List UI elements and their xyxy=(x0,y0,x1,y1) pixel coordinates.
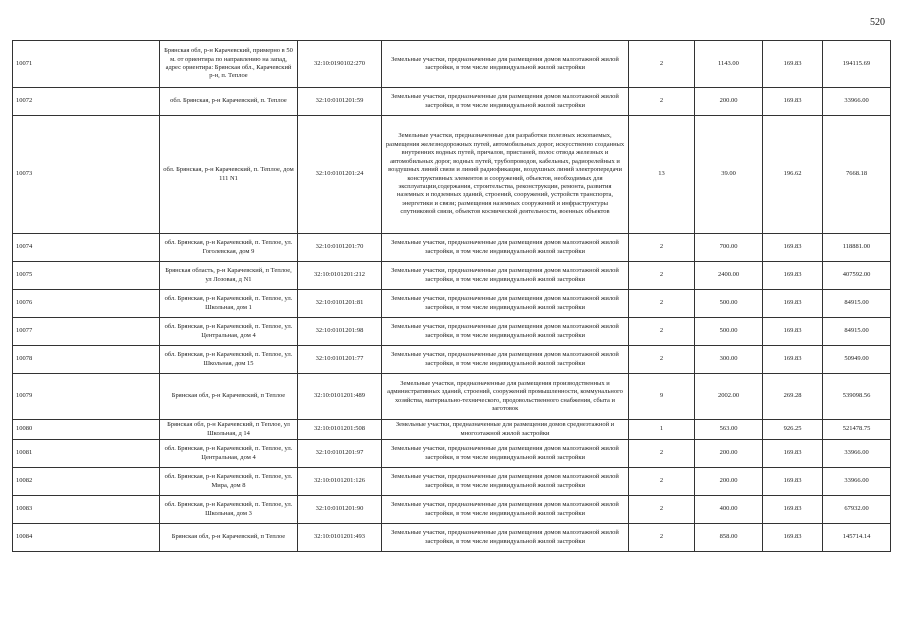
record-id-cell: 10081 xyxy=(13,440,160,468)
cadastral-number-cell: 32:10:0101201:98 xyxy=(298,318,382,346)
table-row xyxy=(13,524,891,552)
specific-value-cell: 169.83 xyxy=(763,440,823,468)
table-row xyxy=(13,88,891,116)
record-id-cell: 10071 xyxy=(13,41,160,88)
record-id-cell: 10077 xyxy=(13,318,160,346)
address-cell: обл. Брянская, р-н Карачевский, п. Теплое, ул. Школьная, дом 15 xyxy=(160,346,298,374)
use-group-cell: 2 xyxy=(629,262,695,290)
area-cell: 1143.00 xyxy=(695,41,763,88)
table-row xyxy=(13,318,891,346)
specific-value-cell: 169.83 xyxy=(763,346,823,374)
land-use-purpose-cell: Земельные участки, предназначенные для размещения домов среднеэтажной и многоэтажной жилой застройки xyxy=(382,420,629,440)
cadastral-number-cell: 32:10:0101201:90 xyxy=(298,496,382,524)
area-cell: 39.00 xyxy=(695,116,763,234)
record-id-cell: 10082 xyxy=(13,468,160,496)
area-cell: 563.00 xyxy=(695,420,763,440)
address-cell: Брянская обл, р-н Карачевский, примерно в 50 м. от ориентира по направлению на запад, адрес ориентира: Брянская обл., Карачевский р-н, п. Теплое xyxy=(160,41,298,88)
use-group-cell: 2 xyxy=(629,440,695,468)
address-cell: обл. Брянская, р-н Карачевский, п. Теплое xyxy=(160,88,298,116)
table-row xyxy=(13,440,891,468)
cadastral-value-cell: 194115.69 xyxy=(823,41,891,88)
record-id-cell: 10080 xyxy=(13,420,160,440)
address-cell: Брянская обл, р-н Карачевский, п Теплое, ул Школьная, д 14 xyxy=(160,420,298,440)
specific-value-cell: 169.83 xyxy=(763,318,823,346)
area-cell: 700.00 xyxy=(695,234,763,262)
cadastral-number-cell: 32:10:0101201:489 xyxy=(298,374,382,420)
cadastral-number-cell: 32:10:0101201:508 xyxy=(298,420,382,440)
use-group-cell: 2 xyxy=(629,468,695,496)
use-group-cell: 2 xyxy=(629,88,695,116)
cadastral-value-cell: 7668.18 xyxy=(823,116,891,234)
specific-value-cell: 269.28 xyxy=(763,374,823,420)
cadastral-value-cell: 407592.00 xyxy=(823,262,891,290)
land-use-purpose-cell: Земельные участки, предназначенные для размещения домов малоэтажной жилой застройки, в том числе индивидуальной жилой застройки xyxy=(382,440,629,468)
table-row xyxy=(13,468,891,496)
cadastral-value-cell: 33966.00 xyxy=(823,440,891,468)
area-cell: 858.00 xyxy=(695,524,763,552)
cadastral-value-cell: 145714.14 xyxy=(823,524,891,552)
cadastral-number-cell: 32:10:0101201:77 xyxy=(298,346,382,374)
use-group-cell: 1 xyxy=(629,420,695,440)
area-cell: 2400.00 xyxy=(695,262,763,290)
address-cell: обл. Брянская, р-н Карачевский, п. Теплое, ул. Гоголевская, дом 9 xyxy=(160,234,298,262)
address-cell: Брянская обл, р-н Карачевский, п Теплое xyxy=(160,374,298,420)
land-registry-table xyxy=(12,40,891,552)
use-group-cell: 2 xyxy=(629,290,695,318)
specific-value-cell: 169.83 xyxy=(763,496,823,524)
record-id-cell: 10078 xyxy=(13,346,160,374)
page-number: 520 xyxy=(870,17,885,28)
land-use-purpose-cell: Земельные участки, предназначенные для размещения производственных и административных зданий, строений, сооружений промышленности, коммунального хозяйства, материально-технического, продовольственного снабжения, сбыта и заготовок xyxy=(382,374,629,420)
specific-value-cell: 196.62 xyxy=(763,116,823,234)
table-row xyxy=(13,234,891,262)
cadastral-number-cell: 32:10:0101201:24 xyxy=(298,116,382,234)
record-id-cell: 10073 xyxy=(13,116,160,234)
cadastral-number-cell: 32:10:0101201:212 xyxy=(298,262,382,290)
cadastral-value-cell: 33966.00 xyxy=(823,88,891,116)
record-id-cell: 10079 xyxy=(13,374,160,420)
land-use-purpose-cell: Земельные участки, предназначенные для размещения домов малоэтажной жилой застройки, в том числе индивидуальной жилой застройки xyxy=(382,234,629,262)
land-use-purpose-cell: Земельные участки, предназначенные для размещения домов малоэтажной жилой застройки, в том числе индивидуальной жилой застройки xyxy=(382,468,629,496)
table-row xyxy=(13,496,891,524)
table-row xyxy=(13,262,891,290)
address-cell: обл. Брянская, р-н Карачевский, п. Теплое, ул. Центральная, дом 4 xyxy=(160,440,298,468)
record-id-cell: 10075 xyxy=(13,262,160,290)
land-use-purpose-cell: Земельные участки, предназначенные для размещения домов малоэтажной жилой застройки, в том числе индивидуальной жилой застройки xyxy=(382,41,629,88)
specific-value-cell: 169.83 xyxy=(763,262,823,290)
area-cell: 300.00 xyxy=(695,346,763,374)
land-use-purpose-cell: Земельные участки, предназначенные для разработки полезных ископаемых, размещения железнодорожных путей, автомобильных дорог, искусственно созданных внутренних водных путей, причалов, пристаней, полос отвода железных и автомобильных дорог, водных путей, трубопроводов, кабельных, радиорелейных и воздушных линий связи и линий радиофикации, воздушных линий электропередачи конструктивных элементов и сооружений, объектов, необходимых для эксплуатации,содержания, строительства, реконструкции, ремонта, развития наземных и подземных зданий, строений, сооружений, устройств транспорта, энергетики и связи; размещения наземных сооружений и инфраструктуры спутниковой связи, объектов космической деятельности, военных объектов xyxy=(382,116,629,234)
land-use-purpose-cell: Земельные участки, предназначенные для размещения домов малоэтажной жилой застройки, в том числе индивидуальной жилой застройки xyxy=(382,262,629,290)
address-cell: Брянская область, р-н Карачевский, п Теплое, ул Лозовая, д N1 xyxy=(160,262,298,290)
specific-value-cell: 169.83 xyxy=(763,41,823,88)
table-body xyxy=(13,41,891,552)
land-use-purpose-cell: Земельные участки, предназначенные для размещения домов малоэтажной жилой застройки, в том числе индивидуальной жилой застройки xyxy=(382,88,629,116)
use-group-cell: 13 xyxy=(629,116,695,234)
cadastral-number-cell: 32:10:0101201:59 xyxy=(298,88,382,116)
address-cell: обл. Брянская, р-н Карачевский, п. Теплое, ул. Школьная, дом 1 xyxy=(160,290,298,318)
address-cell: обл. Брянская, р-н Карачевский, п. Теплое, ул. Мира, дом 8 xyxy=(160,468,298,496)
use-group-cell: 2 xyxy=(629,318,695,346)
cadastral-number-cell: 32:10:0101201:97 xyxy=(298,440,382,468)
land-use-purpose-cell: Земельные участки, предназначенные для размещения домов малоэтажной жилой застройки, в том числе индивидуальной жилой застройки xyxy=(382,346,629,374)
cadastral-number-cell: 32:10:0101201:70 xyxy=(298,234,382,262)
specific-value-cell: 169.83 xyxy=(763,468,823,496)
address-cell: Брянская обл, р-н Карачевский, п Теплое xyxy=(160,524,298,552)
specific-value-cell: 169.83 xyxy=(763,524,823,552)
table-row xyxy=(13,420,891,440)
record-id-cell: 10074 xyxy=(13,234,160,262)
record-id-cell: 10084 xyxy=(13,524,160,552)
table-row xyxy=(13,346,891,374)
cadastral-number-cell: 32:10:0101201:493 xyxy=(298,524,382,552)
cadastral-value-cell: 33966.00 xyxy=(823,468,891,496)
use-group-cell: 2 xyxy=(629,234,695,262)
use-group-cell: 9 xyxy=(629,374,695,420)
address-cell: обл. Брянская, р-н Карачевский, п. Теплое, ул. Школьная, дом 3 xyxy=(160,496,298,524)
area-cell: 200.00 xyxy=(695,88,763,116)
area-cell: 200.00 xyxy=(695,468,763,496)
use-group-cell: 2 xyxy=(629,41,695,88)
specific-value-cell: 169.83 xyxy=(763,234,823,262)
area-cell: 500.00 xyxy=(695,290,763,318)
use-group-cell: 2 xyxy=(629,524,695,552)
cadastral-value-cell: 539098.56 xyxy=(823,374,891,420)
cadastral-value-cell: 521478.75 xyxy=(823,420,891,440)
cadastral-value-cell: 50949.00 xyxy=(823,346,891,374)
area-cell: 2002.00 xyxy=(695,374,763,420)
area-cell: 500.00 xyxy=(695,318,763,346)
record-id-cell: 10076 xyxy=(13,290,160,318)
specific-value-cell: 169.83 xyxy=(763,88,823,116)
cadastral-value-cell: 118881.00 xyxy=(823,234,891,262)
cadastral-number-cell: 32:10:0101201:126 xyxy=(298,468,382,496)
land-use-purpose-cell: Земельные участки, предназначенные для размещения домов малоэтажной жилой застройки, в том числе индивидуальной жилой застройки xyxy=(382,524,629,552)
area-cell: 400.00 xyxy=(695,496,763,524)
cadastral-value-cell: 84915.00 xyxy=(823,290,891,318)
land-use-purpose-cell: Земельные участки, предназначенные для размещения домов малоэтажной жилой застройки, в том числе индивидуальной жилой застройки xyxy=(382,496,629,524)
address-cell: обл. Брянская, р-н Карачевский, п. Теплое, ул. Центральная, дом 4 xyxy=(160,318,298,346)
land-use-purpose-cell: Земельные участки, предназначенные для размещения домов малоэтажной жилой застройки, в том числе индивидуальной жилой застройки xyxy=(382,290,629,318)
cadastral-number-cell: 32:10:0190102:270 xyxy=(298,41,382,88)
address-cell: обл. Брянская, р-н Карачевский, п. Теплое, дом 111 N1 xyxy=(160,116,298,234)
table-row xyxy=(13,41,891,88)
cadastral-number-cell: 32:10:0101201:81 xyxy=(298,290,382,318)
table-row xyxy=(13,290,891,318)
land-use-purpose-cell: Земельные участки, предназначенные для размещения домов малоэтажной жилой застройки, в том числе индивидуальной жилой застройки xyxy=(382,318,629,346)
area-cell: 200.00 xyxy=(695,440,763,468)
table-row xyxy=(13,116,891,234)
cadastral-value-cell: 84915.00 xyxy=(823,318,891,346)
use-group-cell: 2 xyxy=(629,346,695,374)
record-id-cell: 10072 xyxy=(13,88,160,116)
specific-value-cell: 169.83 xyxy=(763,290,823,318)
cadastral-value-cell: 67932.00 xyxy=(823,496,891,524)
use-group-cell: 2 xyxy=(629,496,695,524)
specific-value-cell: 926.25 xyxy=(763,420,823,440)
record-id-cell: 10083 xyxy=(13,496,160,524)
table-row xyxy=(13,374,891,420)
